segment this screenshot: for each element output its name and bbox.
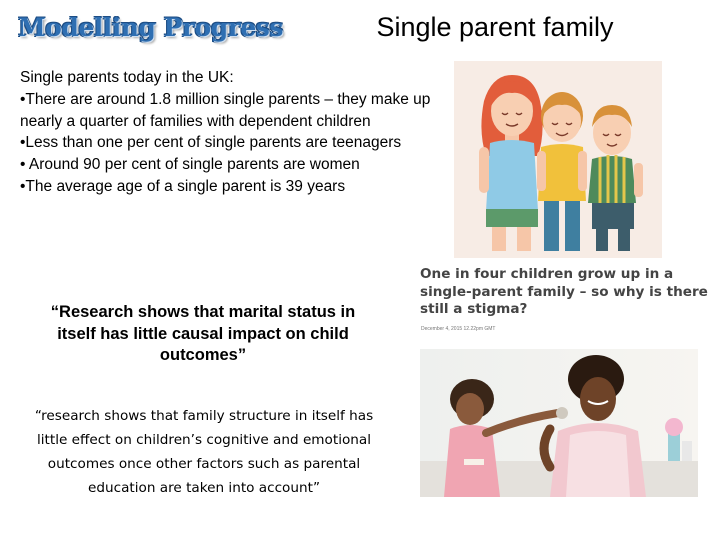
woman-figure (479, 75, 543, 251)
boy-figure (588, 105, 643, 251)
fact-item: •There are around 1.8 million single parents – they make up nearly a quarter of families with dependent children (20, 90, 431, 130)
article-date: December 4, 2015 12.22pm GMT (421, 325, 496, 332)
photo-illustration-svg (420, 349, 698, 497)
fact-item: •The average age of a single parent is 39 years (20, 177, 346, 195)
family-illustration (454, 61, 662, 258)
research-quote-plain: “research shows that family structure in itself has little effect on children’s cognitive and emotional outcomes once other factors such as parental education are taken into account” (34, 408, 374, 496)
modelling-progress-logo (18, 10, 283, 46)
fact-item: • Around 90 per cent of single parents are women (20, 156, 360, 174)
facts-list (20, 67, 440, 198)
research-quote-bold: “Research shows that marital status in itself has little causal impact on child outcomes” (50, 303, 356, 364)
facts-intro: Single parents today in the UK: (20, 69, 234, 86)
family-illustration-svg (454, 61, 662, 258)
mother-daughter-photo (420, 349, 698, 497)
fact-item: •Less than one per cent of single parents are teenagers (20, 134, 402, 152)
article-clipping (416, 266, 711, 333)
girl-figure (537, 92, 587, 251)
slide-title: Single parent family (376, 12, 614, 42)
logo-text: Modelling Progress (18, 13, 283, 42)
article-headline: One in four children grow up in a single-parent family – so why is there still a stigma? (420, 266, 708, 317)
